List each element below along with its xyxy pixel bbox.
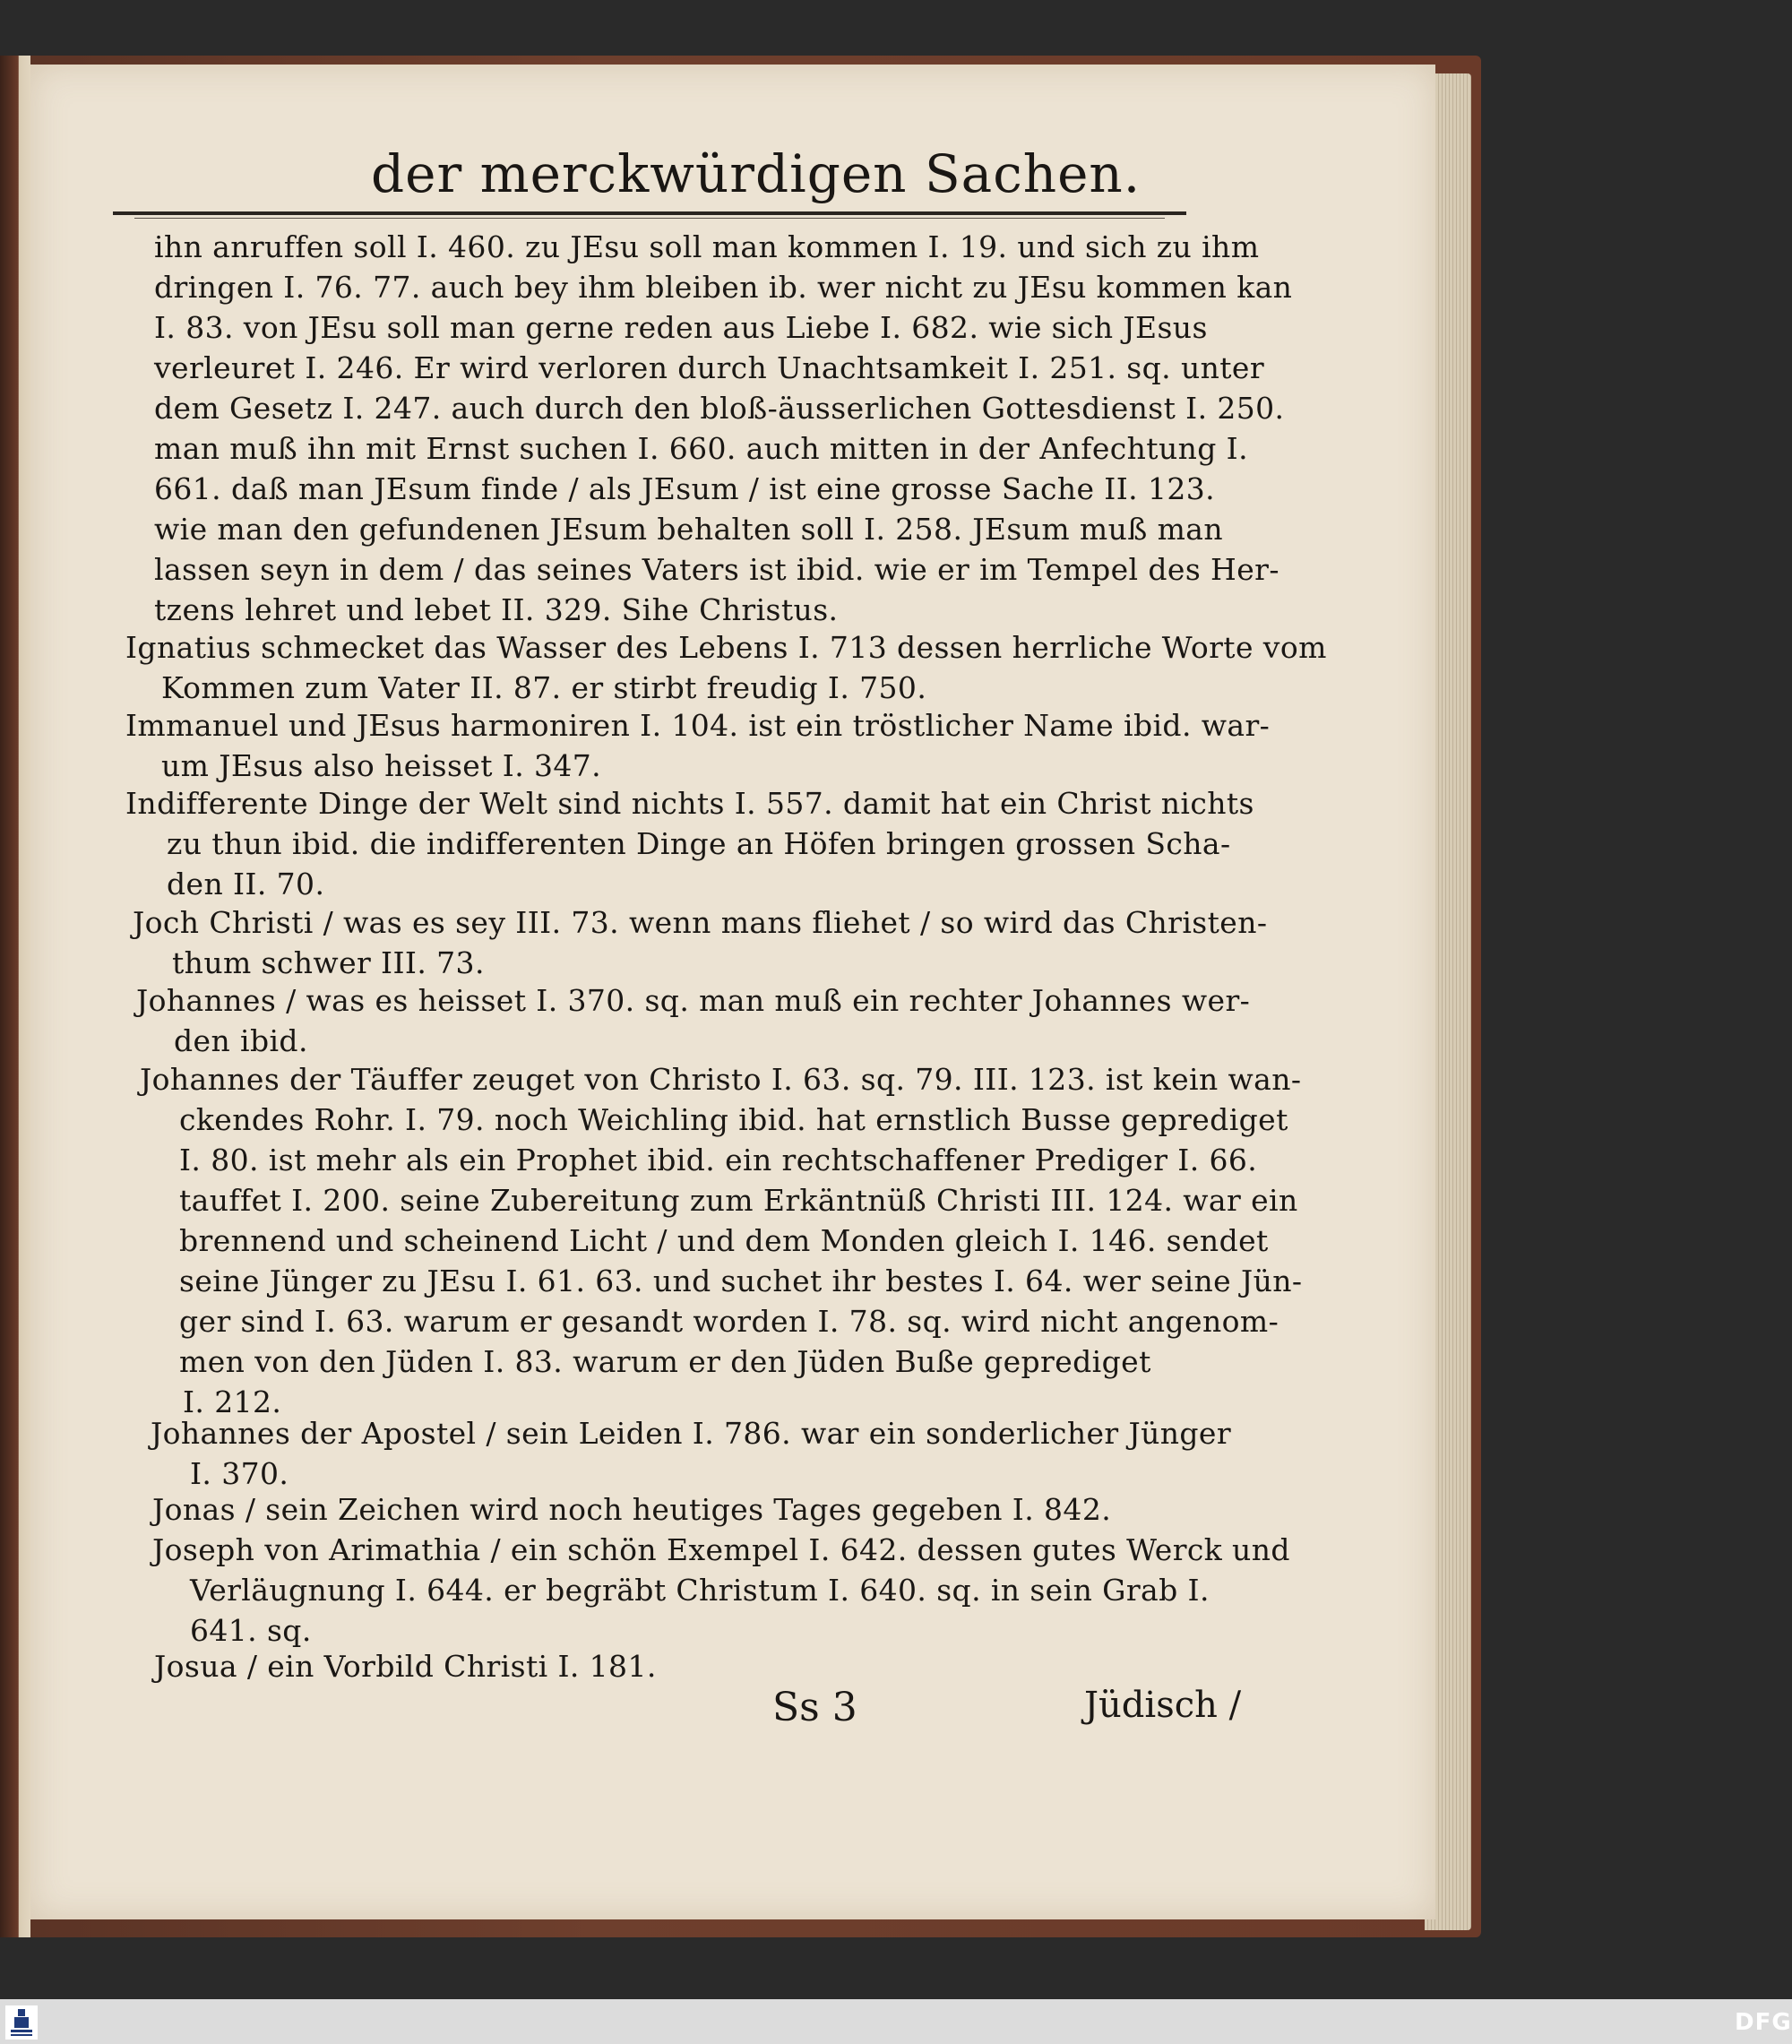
index-line: ger sind I. 63. warum er gesandt worden I. 78. sq. wird nicht angenom- <box>179 1304 1279 1339</box>
header-rule <box>113 211 1186 215</box>
index-entry: Josua / ein Vorbild Christi I. 181. <box>154 1649 657 1684</box>
index-entry: Indifferente Dinge der Welt sind nichts I. 557. damit hat ein Christ nichts <box>125 786 1254 821</box>
index-line: lassen seyn in dem / das seines Vaters ist ibid. wie er im Tempel des Her- <box>154 552 1279 587</box>
book-spine <box>0 56 30 1937</box>
index-entry: Joch Christi / was es sey III. 73. wenn mans fliehet / so wird das Christen- <box>133 905 1268 940</box>
index-line: den II. 70. <box>167 867 325 901</box>
index-entry: Immanuel und JEsus harmoniren I. 104. ist ein tröstlicher Name ibid. war- <box>125 708 1271 743</box>
index-line: um JEsus also heisset I. 347. <box>161 748 602 783</box>
header-rule-thin <box>134 218 1165 219</box>
index-line: man muß ihn mit Ernst suchen I. 660. auch mitten in der Anfechtung I. <box>154 431 1248 466</box>
dfg-logo: DFG <box>1735 2009 1792 2036</box>
index-line: brennend und scheinend Licht / und dem Monden gleich I. 146. sendet <box>179 1223 1269 1258</box>
index-line: ckendes Rohr. I. 79. noch Weichling ibid. hat ernstlich Busse geprediget <box>179 1102 1288 1137</box>
index-line: tzens lehret und lebet II. 329. Sihe Christus. <box>154 592 839 627</box>
index-line: tauffet I. 200. seine Zubereitung zum Erkäntnüß Christi III. 124. war ein <box>179 1183 1298 1218</box>
index-line: den ibid. <box>174 1023 308 1058</box>
index-line: 641. sq. <box>190 1613 312 1648</box>
index-line: dringen I. 76. 77. auch bey ihm bleiben ib. wer nicht zu JEsu kommen kan <box>154 270 1293 305</box>
index-line: ihn anruffen soll I. 460. zu JEsu soll man kommen I. 19. und sich zu ihm <box>154 229 1260 264</box>
index-line: seine Jünger zu JEsu I. 61. 63. und suchet ihr bestes I. 64. wer seine Jün- <box>179 1263 1303 1298</box>
catchword: Jüdisch / <box>1084 1685 1242 1726</box>
index-line: zu thun ibid. die indifferenten Dinge an Höfen bringen grossen Scha- <box>167 826 1231 861</box>
index-entry: Johannes / was es heisset I. 370. sq. man muß ein rechter Johannes wer- <box>136 983 1251 1018</box>
signature-mark: Ss 3 <box>772 1685 857 1730</box>
index-line: I. 83. von JEsu soll man gerne reden aus Liebe I. 682. wie sich JEsus <box>154 310 1208 345</box>
index-entry: Johannes der Täuffer zeuget von Christo I. 63. sq. 79. III. 123. ist kein wan- <box>140 1062 1302 1097</box>
index-line: Kommen zum Vater II. 87. er stirbt freudig I. 750. <box>161 670 927 705</box>
index-entry: Joseph von Arimathia / ein schön Exempel I. 642. dessen gutes Werck und <box>152 1532 1290 1567</box>
index-entry: Johannes der Apostel / sein Leiden I. 786. war ein sonderlicher Jünger <box>151 1416 1232 1451</box>
index-entry: Jonas / sein Zeichen wird noch heutiges Tages gegeben I. 842. <box>152 1492 1112 1527</box>
index-line: men von den Jüden I. 83. warum er den Jüden Buße geprediget <box>179 1344 1151 1379</box>
index-line: verleuret I. 246. Er wird verloren durch Unachtsamkeit I. 251. sq. unter <box>154 350 1265 385</box>
index-line: Verläugnung I. 644. er begräbt Christum I. 640. sq. in sein Grab I. <box>190 1573 1210 1608</box>
index-line: dem Gesetz I. 247. auch durch den bloß-äusserlichen Gottesdienst I. 250. <box>154 391 1285 426</box>
viewer-footer-bar <box>0 1999 1792 2044</box>
index-line: I. 370. <box>190 1456 289 1491</box>
index-entry: Ignatius schmecket das Wasser des Lebens I. 713 dessen herrliche Worte vom <box>125 630 1327 665</box>
running-head: der merckwürdigen Sachen. <box>371 143 1142 204</box>
index-line: wie man den gefundenen JEsum behalten soll I. 258. JEsum muß man <box>154 512 1224 547</box>
index-line: I. 212. <box>183 1384 282 1419</box>
index-line: 661. daß man JEsum finde / als JEsum / ist eine grosse Sache II. 123. <box>154 471 1216 506</box>
index-line: I. 80. ist mehr als ein Prophet ibid. ein rechtschaffener Prediger I. 66. <box>179 1143 1258 1177</box>
index-line: thum schwer III. 73. <box>172 945 485 980</box>
library-logo-icon <box>5 2005 38 2040</box>
